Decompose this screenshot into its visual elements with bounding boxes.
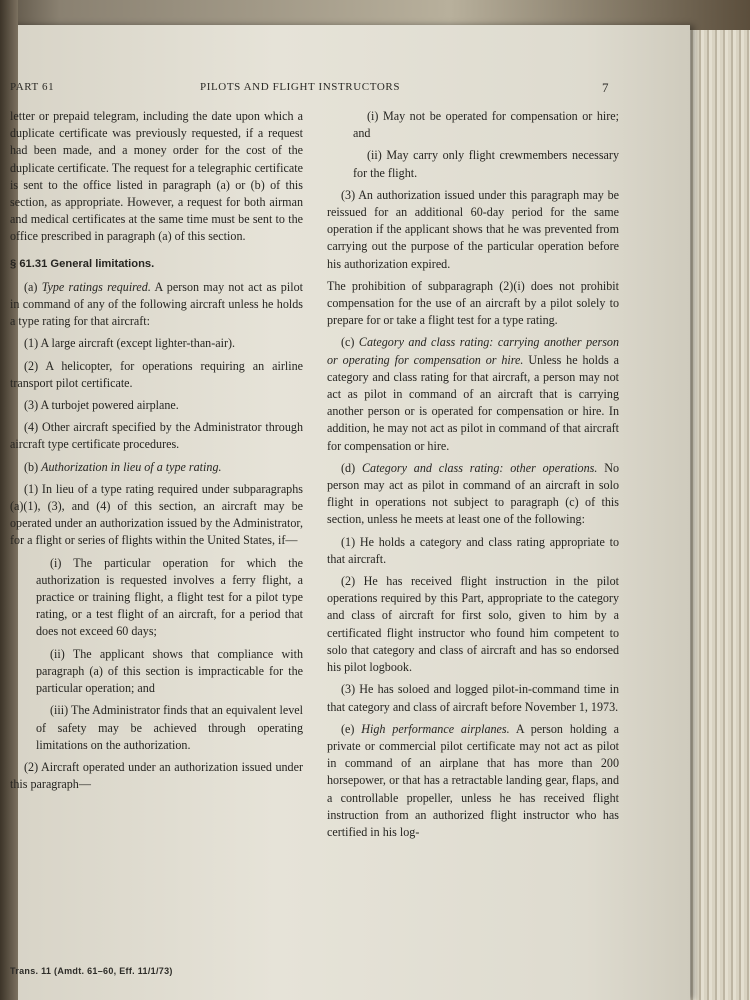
paragraph-b1-i: (i) The particular operation for which the authorization is requested involves a ferry flight, a practice or training flight, a flight test for a pilot type rating, or a test flight of an aircraft, for a period that does not exceed 60 days; bbox=[36, 555, 303, 639]
paragraph-b2-i: (i) May not be operated for compensation or hire; and bbox=[353, 109, 619, 141]
paragraph-a1: (1) A large aircraft (except lighter-than-air). bbox=[24, 336, 236, 351]
paragraph-d3: (3) He has soloed and logged pilot-in-command time in that category and class of aircraft before November 1, 1973. bbox=[327, 682, 619, 714]
paragraph-c-title: Category and class rating: carrying another person or operating for compensation or hire. bbox=[327, 335, 619, 367]
paragraph-a: (a) Type ratings required. A person may not act as pilot in command of any of the following aircraft unless he holds a type rating for that aircraft: bbox=[10, 279, 303, 329]
section-heading: § 61.31 General limitations. bbox=[10, 257, 155, 270]
header-title: PILOTS AND FLIGHT INSTRUCTORS bbox=[200, 81, 401, 93]
paragraph-b3: (3) An authorization issued under this paragraph may be reissued for an additional 60-day period for the same operation if the applicant shows that he was prevented from carrying out the purpose of the particular operation before his authorization expired. bbox=[327, 187, 619, 271]
paragraph-b1-iii: (iii) The Administrator finds that an equivalent level of safety may be achieved through operating limitations on the authorization. bbox=[36, 703, 303, 752]
page-number: 7 bbox=[602, 80, 610, 95]
paragraph-a2: (2) A helicopter, for operations requiring an airline transport pilot certificate. bbox=[10, 358, 303, 390]
paragraph-b: (b) Authorization in lieu of a type rating. bbox=[24, 459, 222, 474]
page-footer: Trans. 11 (Amdt. 61–60, Eff. 11/1/73) bbox=[10, 966, 173, 976]
page-edges bbox=[680, 30, 750, 1000]
paragraph-a4: (4) Other aircraft specified by the Administrator through aircraft type certificate procedures. bbox=[10, 420, 303, 452]
paragraph-d-title: Category and class rating: other operations. bbox=[361, 460, 598, 475]
paragraph-d1: (1) He holds a category and class rating appropriate to that aircraft. bbox=[327, 534, 619, 566]
paragraph-b2: (2) Aircraft operated under an authorization issued under this paragraph— bbox=[10, 759, 303, 792]
paragraph-b-title: Authorization in lieu of a type rating. bbox=[41, 459, 222, 474]
header-part: PART 61 bbox=[10, 81, 55, 93]
paragraph-d: (d) Category and class rating: other operations. No person may act as pilot in command of an aircraft in solo flight in operations not subject to paragraph (c) of this section, unless he meets at least one of the following: bbox=[327, 460, 619, 527]
left-column bbox=[10, 108, 303, 798]
paragraph-b2-ii: (ii) May carry only flight crewmembers necessary for the flight. bbox=[353, 148, 619, 180]
paragraph-b1-ii: (ii) The applicant shows that compliance with paragraph (a) of this section is impracticable for the particular operation; and bbox=[36, 646, 303, 696]
paragraph-d2: (2) He has received flight instruction in the pilot operations required by this Part, appropriate to the category and class of aircraft for first solo, given to him by a certificated flight instructor who found him competent to solo that category and class of aircraft and has so endorsed his pilot logbook. bbox=[327, 574, 619, 675]
paragraph-b1: (1) In lieu of a type rating required under subparagraphs (a)(1), (3), and (4) of this section, an aircraft may be operated under an authorization issued by the Administrator, for a flight or series of flights within the United States, if— bbox=[10, 481, 303, 548]
paragraph-continuation: letter or prepaid telegram, including the date upon which a duplicate certificate was previously requested, if a request had been made, and a money order for the cost of the duplicate certificate. The request for a telegraphic certificate is sent to the office listed in paragraph (a) or (b) of this section, as appropriate. However, a request for both airman and medical certificates at the same time must be sent to the office prescribed in paragraph (a) of this section. bbox=[10, 109, 303, 244]
paragraph-e: (e) High performance airplanes. A person holding a private or commercial pilot certificate may not act as pilot in command of an airplane that has more than 200 horsepower, or that has a retractable landing gear, flaps, and a controllable propeller, unless he has received flight instruction from an authorized flight instructor who has certified in his log- bbox=[327, 721, 619, 839]
paragraph-a3: (3) A turbojet powered airplane. bbox=[24, 398, 179, 413]
right-column bbox=[327, 108, 619, 846]
paragraph-c: (c) Category and class rating: carrying another person or operating for compensation or hire. Unless he holds a category and class rating for that aircraft, a person may not act as pilot in command of an aircraft that is carrying another person or is operated for compensation or hire. In addition, he may not act as pilot in command of that aircraft for compensation or hire. bbox=[327, 335, 619, 453]
paragraph-b-tail: The prohibition of subparagraph (2)(i) does not prohibit compensation for the use of an aircraft by a pilot solely to prepare for or take a flight test for a type rating. bbox=[327, 278, 619, 328]
paragraph-a-title: Type ratings required. bbox=[41, 279, 151, 294]
paragraph-e-title: High performance airplanes. bbox=[361, 721, 510, 736]
